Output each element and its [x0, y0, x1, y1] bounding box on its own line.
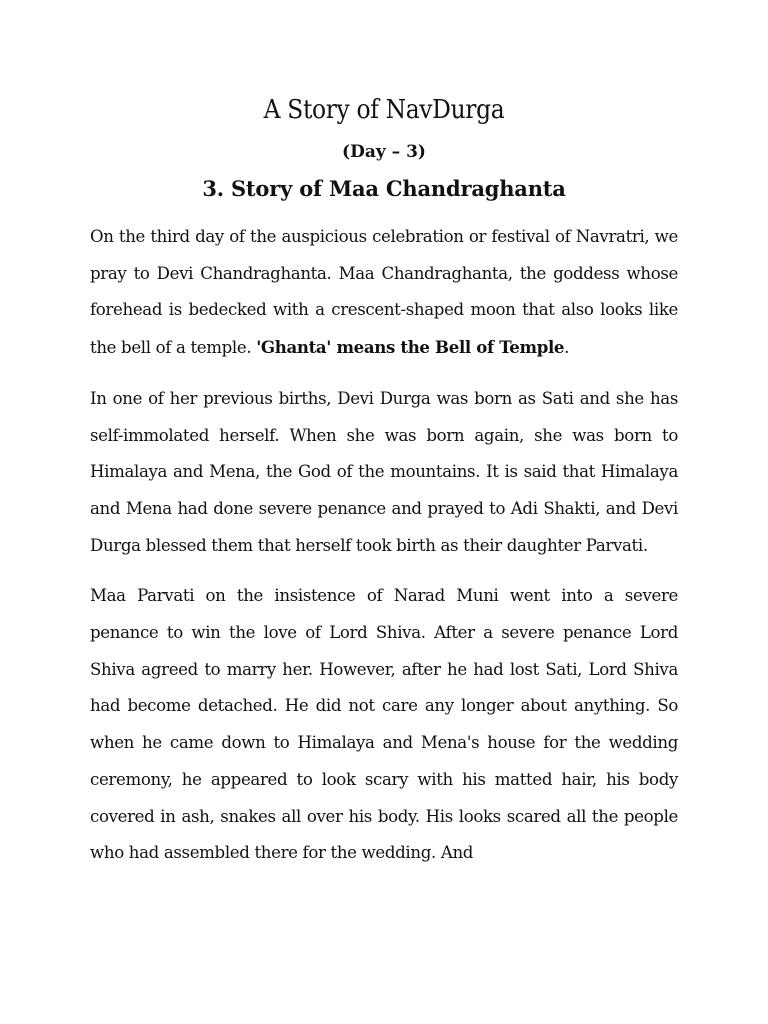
paragraph-3: Maa Parvati on the insistence of Narad Muni went into a severe penance to win the love of Lord Shiva. After a severe penance Lord Shiva agreed to marry her. However, after he had lost Sati, Lord Shiva had become detached. He did not care any longer about anything. So when he came down to Himalaya and Mena's house for the wedding ceremony, he appeared to look scary with his matted hair, his body covered in ash, snakes all over his body. His looks scared all the people who had assembled there for the wedding. And — [90, 586, 678, 863]
document-subtitle: (Day – 3) — [342, 142, 426, 162]
document-title: A Story of NavDurga — [263, 95, 505, 125]
paragraph-1 — [90, 219, 678, 367]
paragraph-1-bold-text: 'Ghanta' means the Bell of Temple — [256, 337, 565, 358]
section-heading: 3. Story of Maa Chandraghanta — [202, 176, 566, 201]
paragraph-2: In one of her previous births, Devi Durga was born as Sati and she has self-immolated herself. When she was born again, she was born to Himalaya and Mena, the God of the mountains. It is said that Himalaya and Mena had done severe penance and prayed to Adi Shakti, and Devi Durga blessed them that herself took birth as their daughter Parvati. — [90, 388, 678, 555]
paragraph-1-text: On the third day of the auspicious celebration or festival of Navratri, we pray to Devi Chandraghanta. Maa Chandraghanta, the goddess whose forehead is bedecked with a crescent-shaped moon that also looks like the bell of a temple. — [90, 227, 678, 358]
paragraph-1-end: . — [564, 338, 570, 358]
